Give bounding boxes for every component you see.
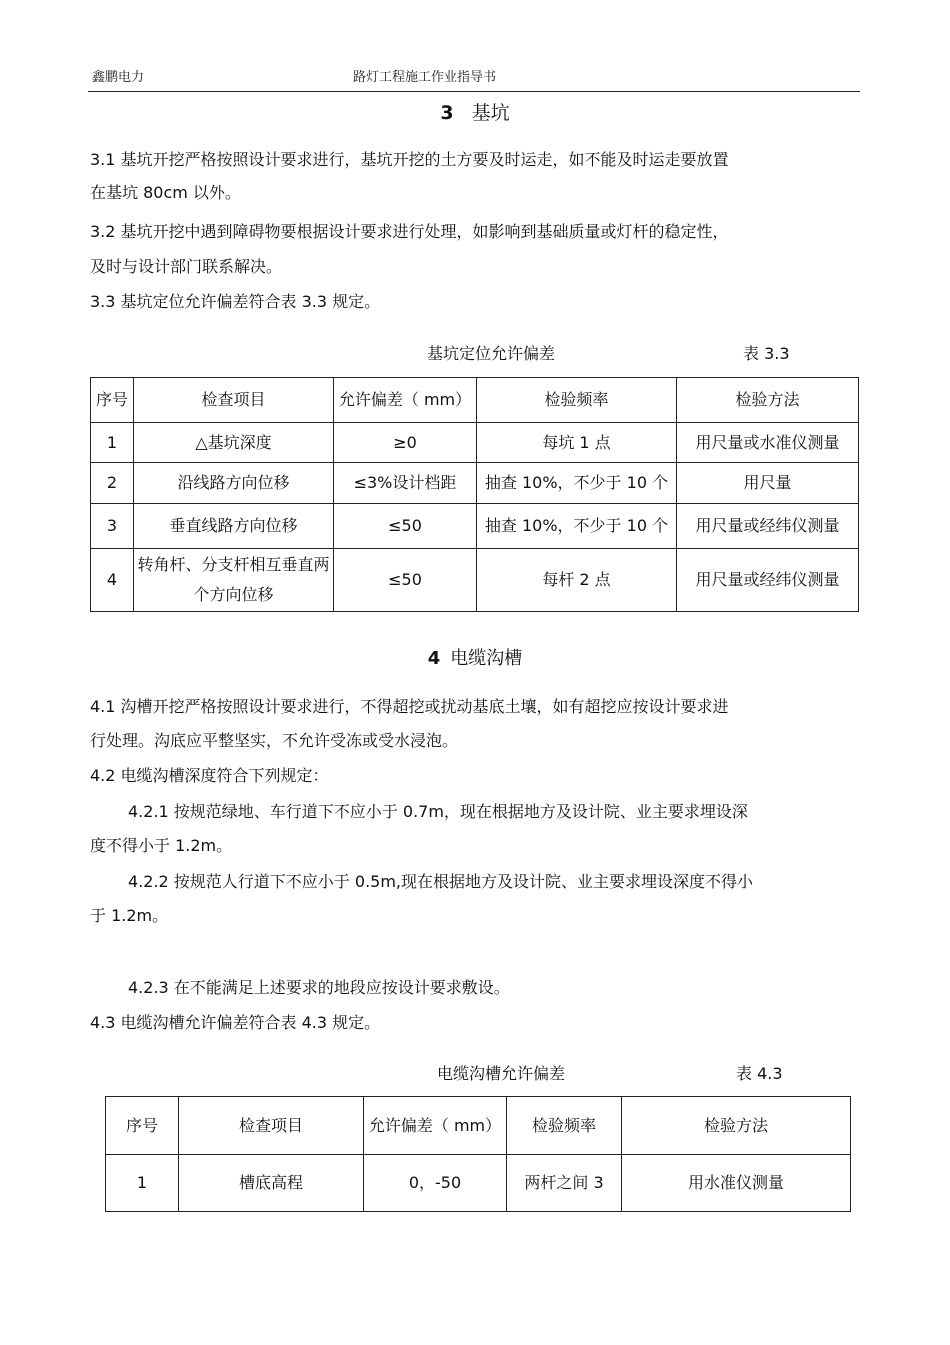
table-row <box>91 549 859 612</box>
para-3-1-line1: 3.1 基坑开挖严格按照设计要求进行，基坑开挖的土方要及时运走，如不能及时运走要放置 <box>90 150 729 169</box>
table-header-cell: 序号 <box>91 378 134 423</box>
table-header-row <box>106 1097 851 1155</box>
table-cell: 抽查 10%，不少于 10 个 <box>477 504 677 549</box>
table-3-3-number: 表 3.3 <box>743 344 790 363</box>
table-cell: 用水准仪测量 <box>622 1155 851 1212</box>
table-cell: 2 <box>91 463 134 504</box>
para-4-2-2-line2: 于 1.2m。 <box>90 906 169 925</box>
table-cell: ≥0 <box>334 423 477 463</box>
para-4-1-line2: 行处理。沟底应平整坚实，不允许受冻或受水浸泡。 <box>90 731 459 750</box>
table-row <box>91 504 859 549</box>
table-header-cell: 检验频率 <box>477 378 677 423</box>
table-cell: 1 <box>106 1155 179 1212</box>
table-cell: ≤3%设计档距 <box>334 463 477 504</box>
para-4-2-2-line1: 4.2.2 按规范人行道下不应小于 0.5m,现在根据地方及设计院、业主要求埋设深度不得小 <box>128 872 754 891</box>
section-4-heading <box>0 644 950 670</box>
table-cell: 抽查 10%，不少于 10 个 <box>477 463 677 504</box>
header-company: 鑫鹏电力 <box>92 70 145 85</box>
para-3-3: 3.3 基坑定位允许偏差符合表 3.3 规定。 <box>90 292 381 311</box>
table-cell: 转角杆、分支杆相互垂直两个方向位移 <box>134 549 334 612</box>
para-4-1-line1: 4.1 沟槽开挖严格按照设计要求进行，不得超挖或扰动基底土壤，如有超挖应按设计要求进 <box>90 697 729 716</box>
table-cell: 1 <box>91 423 134 463</box>
table-cell: 每坑 1 点 <box>477 423 677 463</box>
table-4-3-caption: 电缆沟槽允许偏差 <box>437 1064 566 1083</box>
table-header-cell: 检验方法 <box>622 1097 851 1155</box>
table-row <box>91 463 859 504</box>
para-4-2: 4.2 电缆沟槽深度符合下列规定： <box>90 766 329 785</box>
table-cell: 沿线路方向位移 <box>134 463 334 504</box>
table-header-cell: 检查项目 <box>134 378 334 423</box>
table-cell: ≤50 <box>334 549 477 612</box>
table-3-3-caption: 基坑定位允许偏差 <box>427 344 556 363</box>
table-cell: 用尺量或经纬仪测量 <box>677 504 859 549</box>
table-cell: 0，-50 <box>364 1155 507 1212</box>
section-3-title: 基坑 <box>471 102 510 124</box>
table-row <box>106 1155 851 1212</box>
table-cell: 垂直线路方向位移 <box>134 504 334 549</box>
table-row <box>91 423 859 463</box>
table-4-3 <box>105 1096 851 1212</box>
section-4-number: 4 <box>427 648 441 669</box>
table-cell: 用尺量或经纬仪测量 <box>677 549 859 612</box>
para-3-2-line2: 及时与设计部门联系解决。 <box>90 257 283 276</box>
table-header-cell: 序号 <box>106 1097 179 1155</box>
table-cell: △基坑深度 <box>134 423 334 463</box>
table-header-cell: 检查项目 <box>179 1097 364 1155</box>
table-header-cell: 检验方法 <box>677 378 859 423</box>
section-3-heading <box>0 98 950 125</box>
para-3-1-line2: 在基坑 80cm 以外。 <box>90 183 241 202</box>
section-4-title: 电缆沟槽 <box>450 648 523 669</box>
table-3-3 <box>90 377 859 612</box>
para-3-2-line1: 3.2 基坑开挖中遇到障碍物要根据设计要求进行处理，如影响到基础质量或灯杆的稳定性， <box>90 222 729 241</box>
table-cell: 用尺量 <box>677 463 859 504</box>
table-header-cell: 允许偏差（ mm） <box>364 1097 507 1155</box>
table-header-row <box>91 378 859 423</box>
para-4-2-1-line1: 4.2.1 按规范绿地、车行道下不应小于 0.7m，现在根据地方及设计院、业主要求埋设深 <box>128 802 748 821</box>
section-3-number: 3 <box>440 102 454 124</box>
para-4-3: 4.3 电缆沟槽允许偏差符合表 4.3 规定。 <box>90 1013 381 1032</box>
table-4-3-number: 表 4.3 <box>736 1064 783 1083</box>
table-cell: 槽底高程 <box>179 1155 364 1212</box>
para-4-2-1-line2: 度不得小于 1.2m。 <box>90 836 233 855</box>
table-cell: ≤50 <box>334 504 477 549</box>
header-rule <box>88 91 860 92</box>
para-4-2-3: 4.2.3 在不能满足上述要求的地段应按设计要求敷设。 <box>128 978 510 997</box>
table-cell: 两杆之间 3 <box>507 1155 622 1212</box>
table-cell: 3 <box>91 504 134 549</box>
table-cell: 4 <box>91 549 134 612</box>
table-cell: 每杆 2 点 <box>477 549 677 612</box>
table-cell: 用尺量或水准仪测量 <box>677 423 859 463</box>
table-header-cell: 允许偏差（ mm） <box>334 378 477 423</box>
header-doc-title: 路灯工程施工作业指导书 <box>353 70 497 85</box>
table-header-cell: 检验频率 <box>507 1097 622 1155</box>
